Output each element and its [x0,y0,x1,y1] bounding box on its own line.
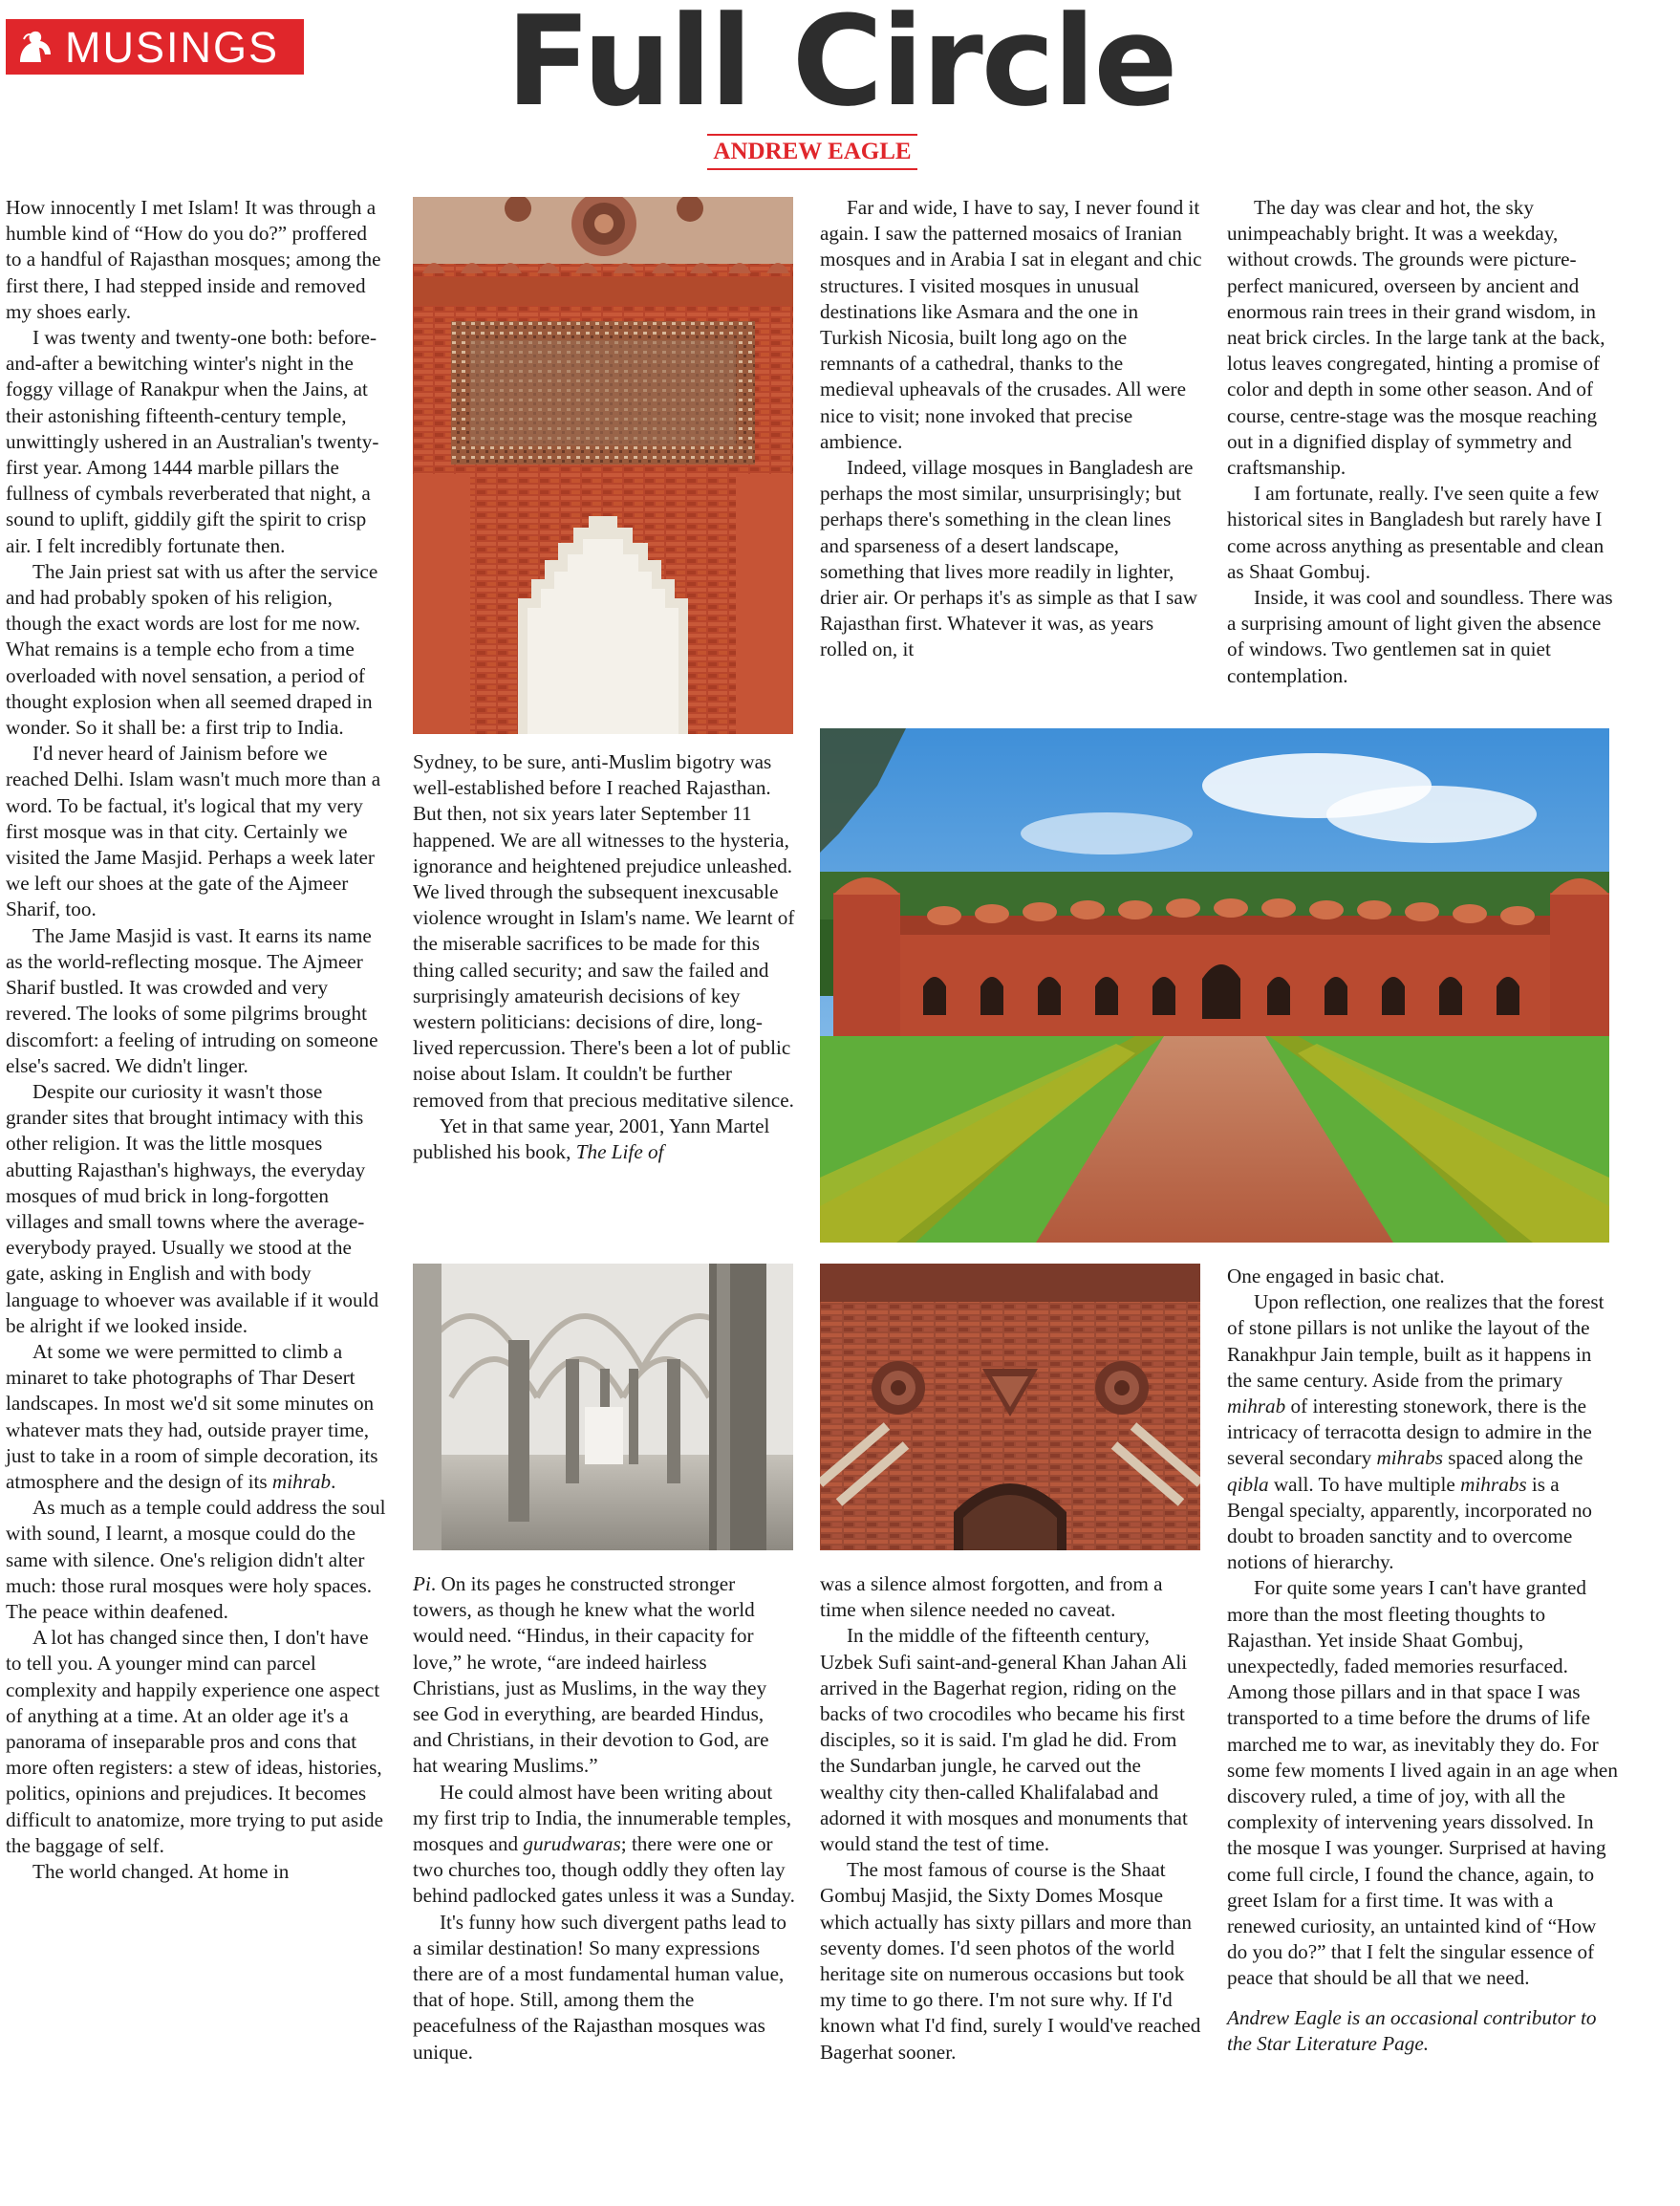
paragraph: Indeed, village mosques in Bangladesh are perhaps the most similar, unsurprisingly; but perhaps there's something in the clean lines and sparseness of a desert landscape, something that lives more readily in lighter, drier air. Or perhaps it's as simple as that I saw Rajasthan first. Whatever it was, as years rolled on, it [820,456,1198,661]
paragraph: The day was clear and hot, the sky unimpeachably bright. It was a weekday, without crowds. The grounds were picture-perfect manicured, overseen by ancient and enormous rain trees in their grand wisdom, in neat brick circles. In the large tank at the back, lotus leaves congregated, hinting a promise of color and depth in some other season. And of course, centre-stage was the mosque reaching out in a dignified display of symmetry and craftsmanship. [1227,196,1605,480]
italic-term: mihrab [1227,1395,1286,1418]
paragraph [413,1114,795,1165]
italic-term: gurudwaras [523,1832,621,1856]
text-run: He could almost have been writing about my first trip to India, the innumerable temples, mosques and [413,1780,791,1856]
figure-silhouette-icon [6,19,65,75]
byline: ANDREW EAGLE [707,134,917,170]
paragraph [6,1339,386,1495]
article-column-2-bottom [413,1571,795,2065]
text-run: is a Bengal specialty, apparently, incorporated no doubt to broaden sanctity and to overcome notions of hierarchy. [1227,1472,1593,1574]
author-bio-text: Andrew Eagle is an occasional contributor to the Star Literature Page. [1227,2005,1597,2055]
paragraph: As much as a temple could address the soul with sound, I learnt, a mosque could do the same with silence. One's religion didn't alter much: those rural mosques were holy spaces. The peace within deafened. [6,1496,386,1623]
article-column-3-top [820,195,1202,663]
italic-book-title: Pi [413,1572,431,1595]
paragraph [413,1780,795,1910]
pillared-hall-photo [413,1264,793,1550]
paragraph: was a silence almost forgotten, and from a time when silence needed no caveat. [820,1572,1163,1622]
paragraph: A lot has changed since then, I don't have to tell you. A younger mind can parcel complexity and happily experience one aspect of anything at a time. At an older age it's a panorama of inseparable pros and cons that more often registers: a stew of ideas, histories, politics, opinions and prejudices. It becomes difficult to anatomize, more trying to put aside the baggage of self. [6,1626,384,1857]
paragraph: For quite some years I can't have granted more than the most fleeting thoughts to Rajasthan. Yet inside Shaat Gombuj, unexpectedly, faded memories resurfaced. Among those pillars and in that space I was transported to a time before the drums of life marched me to war, as inevitably they do. For some few moments I lived again in an age when discovery ruled, a time of joy, with all the complexity of intervening years dissolved. In the mosque I was younger. Surprised at having come full circle, I found the chance, again, to greet Islam for a first time. It was with a renewed curiosity, an untainted kind of “How do you do?” that I felt the singular essence of peace that should be all that we need. [1227,1576,1618,1990]
text-run: ; there were one or two churches too, though oddly they often lay behind padlocked gates unless it was a Sunday. [413,1832,795,1908]
section-label: MUSINGS [65,22,280,72]
paragraph: Sydney, to be sure, anti-Muslim bigotry was well-established before I reached Rajasthan. But then, not six years later September 11 happened. We are all witnesses to the hysteria, ignorance and heightened prejudice unleashed. We lived through the subsequent inexcusable violence wrought in Islam's name. We learnt of the miserable sacrifices to be made for this thing called security; and saw the failed and surprisingly amateurish decisions of key western politicians: decisions of dire, long-lived repercussion. There's been a lot of public noise about Islam. It couldn't be further removed from that precious meditative silence. [413,750,795,1112]
sixty-dome-mosque-photo [820,728,1609,1243]
headline: Full Circle [506,0,1176,134]
italic-term: mihrabs [1376,1446,1443,1470]
paragraph: I am fortunate, really. I've seen quite a few historical sites in Bangladesh but rarely have I come across anything as presentable and clean as Shaat Gombuj. [1227,482,1605,583]
text-run: Yet in that same year, 2001, Yann Martel published his book, [413,1114,770,1164]
article-column-4-bottom [1227,1264,1619,2057]
paragraph [1227,1289,1619,1575]
article-column-3-bottom [820,1571,1202,2065]
author-bio [1227,2005,1619,2057]
paragraph [413,1571,795,1780]
italic-term: mihrab [271,1469,332,1493]
paragraph: I was twenty and twenty-one both: before-and-after a bewitching winter's night in the foggy village of Ranakpur when the Jains, at their astonishing fifteenth-century temple, unwittingly ushered in an Australian's twenty-first year. Among 1444 marble pillars the fullness of cymbals reverberated that night, a sound to uplift, giddily gift the spirit to crisp air. I felt incredibly fortunate then. [6,326,379,557]
paragraph: How innocently I met Islam! It was through a humble kind of “How do you do?” proffered to a handful of Rajasthan mosques; among the first there, I had stepped inside and removed my shoes early. [6,196,381,323]
text-run: of interesting stonework, there is the intricacy of terracotta design to admire in the several secondary [1227,1395,1592,1470]
terracotta-detail-photo [820,1264,1200,1550]
italic-term: mihrabs [1460,1472,1527,1496]
paragraph: Far and wide, I have to say, I never found it again. I saw the patterned mosaics of Iranian mosques and in Arabia I sat in elegant and chic structures. I visited mosques in unusual destinations like Asmara and the one in Turkish Nicosia, built long ago on the remnants of a cathedral, thanks to the medieval upheavals of the crusades. All were nice to visit; none invoked that precise ambience. [820,196,1202,453]
paragraph: The Jain priest sat with us after the service and had probably spoken of his religion, though the exact words are lost for me now. What remains is a temple echo from a time overloaded with novel sensation, a period of thought explosion when all seemed draped in wonder. So it shall be: a first trip to India. [6,559,378,740]
section-tag [6,19,304,75]
italic-term: qibla [1227,1472,1269,1496]
paragraph: The Jame Masjid is vast. It earns its name as the world-reflecting mosque. The Ajmeer Sharif bustled. It was crowded and very revered. The looks of some pilgrims brought discomfort: a feeling of intruding on someone else's sacred. We didn't linger. [6,923,378,1077]
paragraph: One engaged in basic chat. [1227,1265,1445,1287]
paragraph: The most famous of course is the Shaat Gombuj Masjid, the Sixty Domes Mosque which actually has sixty pillars and more than seventy domes. I'd seen photos of the world heritage site on numerous occasions but took my time to go there. I'm not sure why. If I'd known what I'd find, surely I would've reached Bagerhat sooner. [820,1858,1201,2064]
article-column-2-top [413,749,795,1165]
paragraph: It's funny how such divergent paths lead to a similar destination! So many expressions there are of a most fundamental human value, that of hope. Still, among them the peacefulness of the Rajasthan mosques was unique. [413,1910,786,2064]
paragraph: I'd never heard of Jainism before we reached Delhi. Islam wasn't much more than a word. To be factual, it's logical that my very first mosque was in that city. Certainly we visited the Jame Masjid. Perhaps a week later we left our shoes at the gate of the Ajmeer Sharif, too. [6,742,381,921]
italic-book-title: The Life of [575,1140,664,1164]
terracotta-mihrab-photo [413,197,793,734]
article-column-1 [6,195,386,1885]
paragraph: Despite our curiosity it wasn't those grander sites that brought intimacy with this other religion. It was the little mosques abutting Rajasthan's highways, the everyday mosques of mud brick in long-forgotten villages and small towns where the average-everybody prayed. Usually we stood at the gate, asking in English and with body language to whoever was available if it would be alright if we looked inside. [6,1079,379,1337]
text-run: . On its pages he constructed stronger towers, as though he knew what the world would need. “Hindus, in their capacity for love,” he wrote, “are indeed hairless Christians, just as Muslims, in the way they see God in everything, are bearded Hindus, and Christians, in their devotion to God, are hat wearing Muslims.” [413,1572,769,1778]
text-run: At some we were permitted to climb a minaret to take photographs of Thar Desert landscapes. In most we'd sit some minutes on whatever mats they had, outside prayer time, just to take in a room of simple decoration, its atmosphere and the design of its [6,1339,378,1493]
text-run: . [331,1469,336,1493]
paragraph: Inside, it was cool and soundless. There was a surprising amount of light given the absence of windows. Two gentlemen sat in quiet contemplation. [1227,586,1613,687]
paragraph: The world changed. At home in [32,1860,290,1883]
article-column-4-top [1227,195,1619,689]
text-run: wall. To have multiple [1273,1472,1455,1496]
text-run: spaced along the [1448,1446,1583,1470]
paragraph: In the middle of the fifteenth century, Uzbek Sufi saint-and-general Khan Jahan Ali arrived in the Bagerhat region, riding on the backs of two crocodiles who became his first disciples, so it is said. I'm glad he did. From the Sundarban jungle, he carved out the wealthy city then-called Khalifalabad and adorned it with mosques and monuments that would stand the test of time. [820,1624,1188,1856]
text-run: Upon reflection, one realizes that the forest of stone pillars is not unlike the layout of the Ranakhpur Jain temple, built as it happens in the same century. Aside from the primary [1227,1290,1605,1392]
